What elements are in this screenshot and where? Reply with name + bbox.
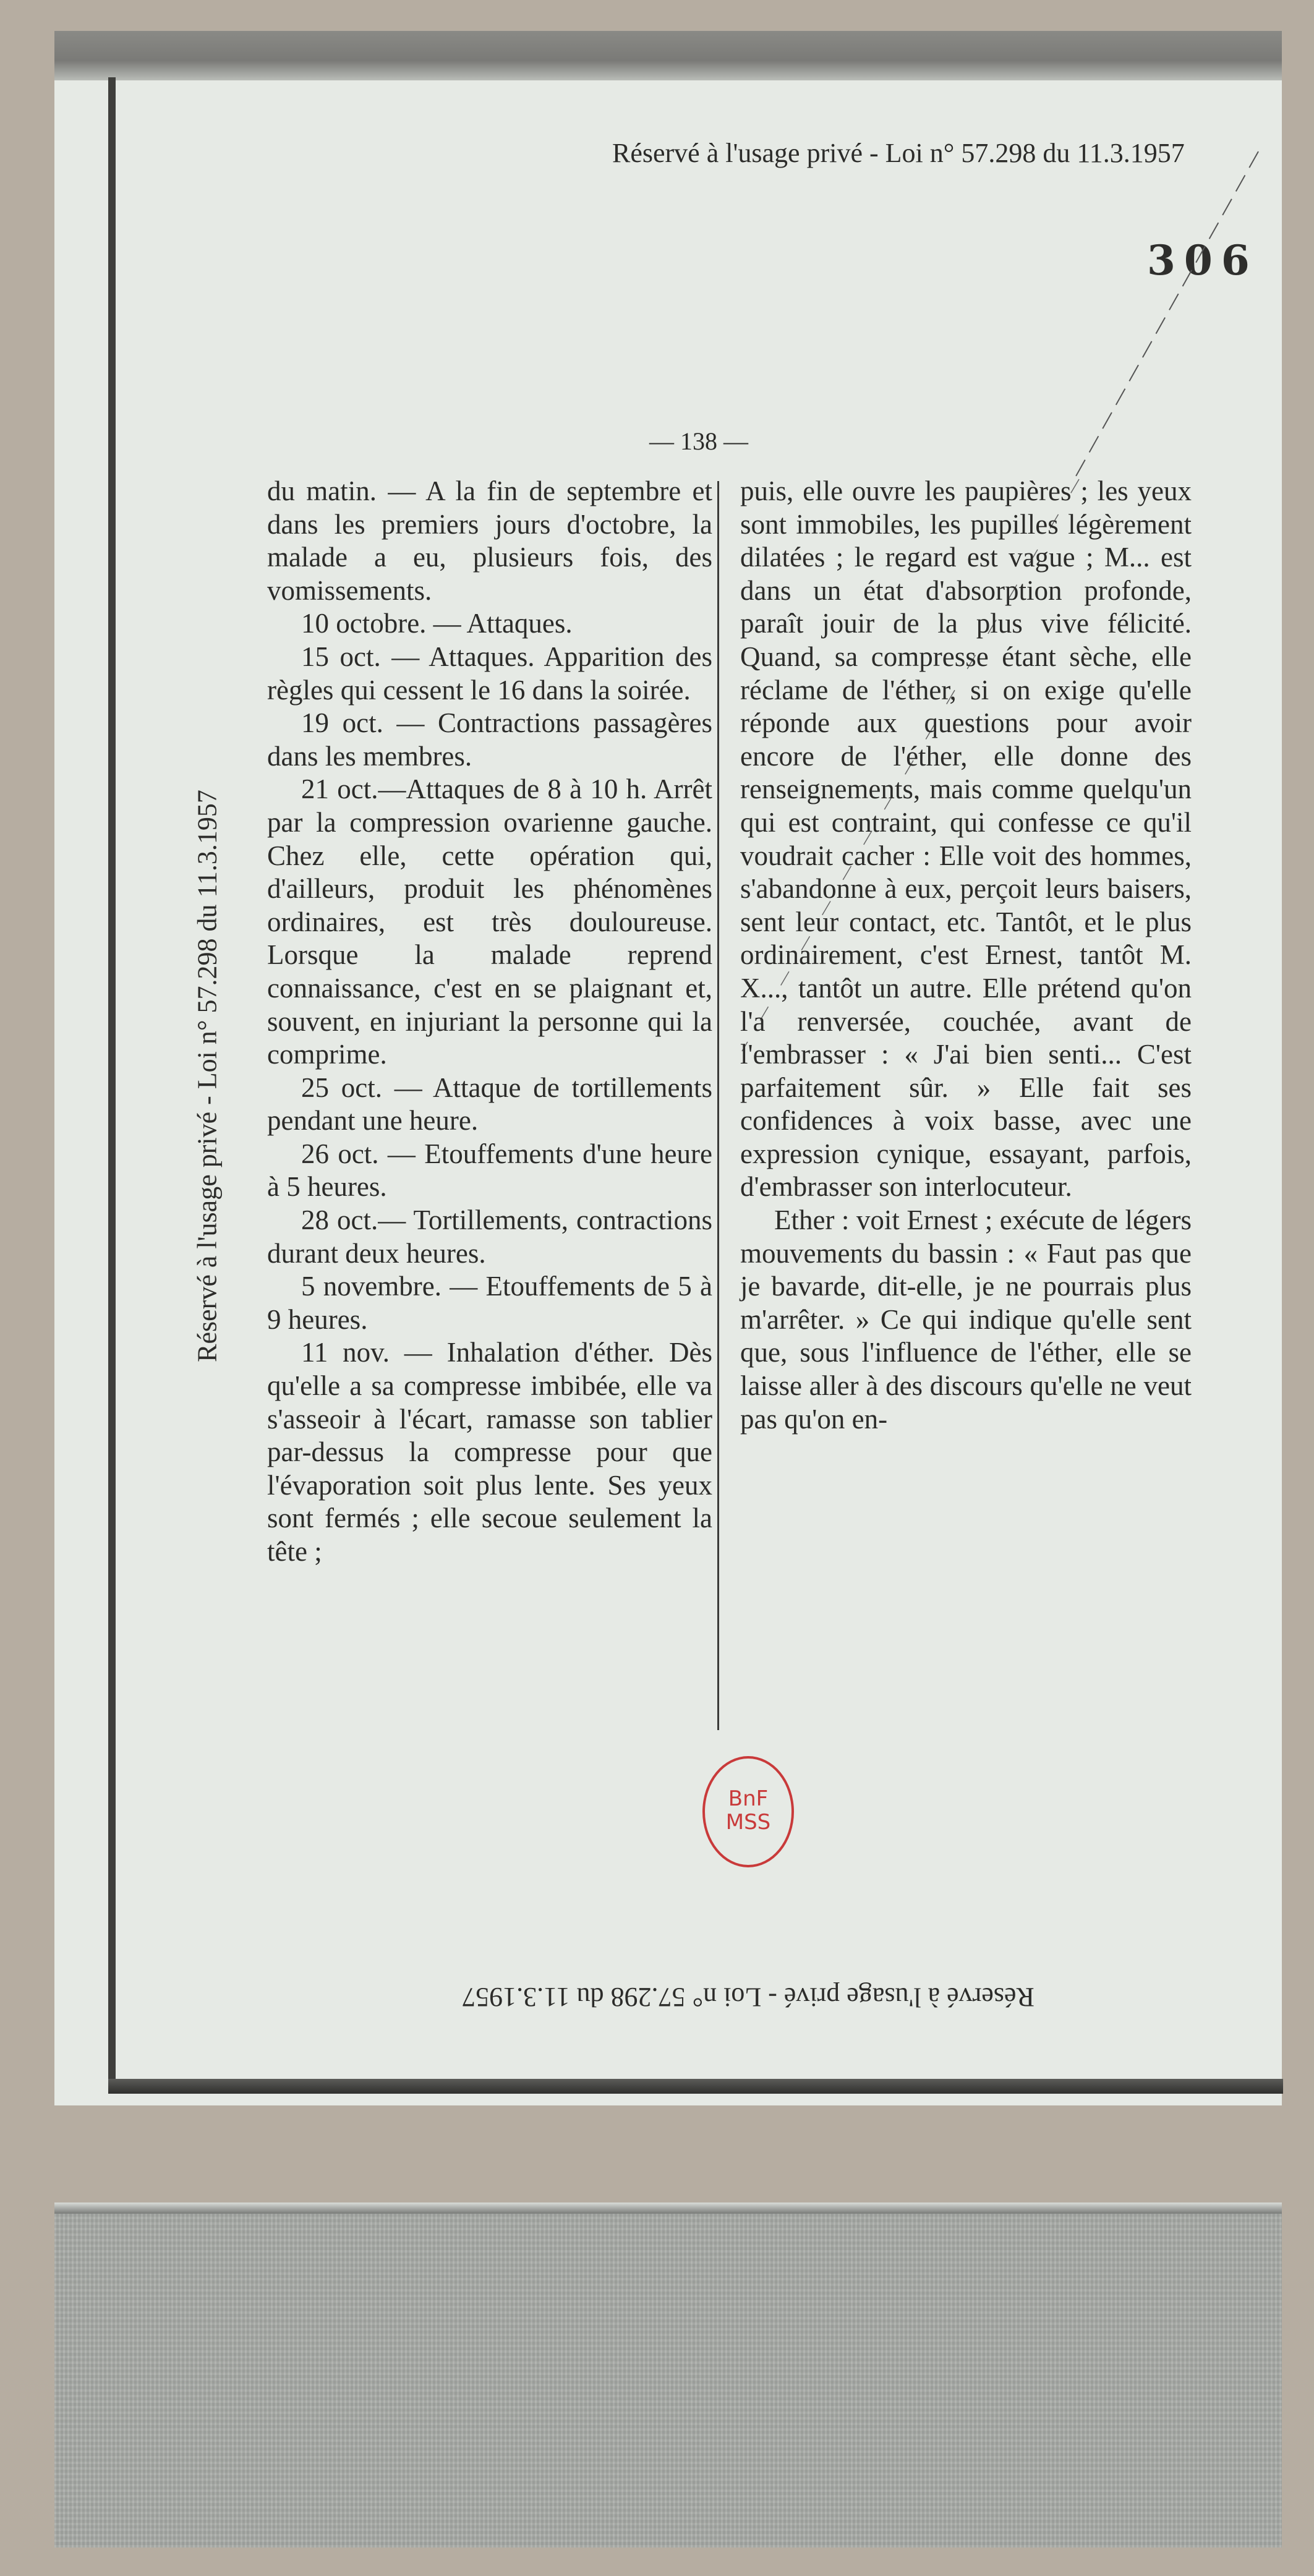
text-column-left <box>267 475 712 1569</box>
watermark-bottom: Réservé à l'usage privé - Loi n° 57.298 du 11.3.1957 <box>462 1982 1035 2013</box>
paragraph: 26 oct. — Etouffements d'une heure à 5 heures. <box>267 1138 712 1203</box>
stamp-line-2: MSS <box>725 1810 771 1835</box>
paragraph: 10 octobre. — Attaques. <box>301 608 573 639</box>
paragraph: 11 nov. — Inhalation d'éther. Dès qu'elle a sa compresse imbibée, elle va s'asseoir à l'écart, ramasse son tablier par-dessus la compresse pour que l'évaporation soit plus lente. Ses yeux sont fermés ; elle secoue seulement la tête ; <box>267 1337 712 1567</box>
bnf-mss-stamp <box>702 1756 794 1867</box>
paragraph: du matin. — A la fin de septembre et dans les premiers jours d'octobre, la malade a eu, plusieurs fois, des vomissements. <box>267 476 712 606</box>
text-column-right <box>740 475 1192 1436</box>
stamp-line-1: BnF <box>728 1786 769 1811</box>
page-number: — 138 — <box>649 427 748 455</box>
paragraph: 15 oct. — Attaques. Apparition des règles qui cessent le 16 dans la soirée. <box>267 641 712 706</box>
paragraph: 19 oct. — Contractions passagères dans les membres. <box>267 707 712 772</box>
paragraph: 5 novembre. — Etouffements de 5 à 9 heures. <box>267 1271 712 1335</box>
paragraph: Ether : voit Ernest ; exécute de légers mouvements du bassin : « Faut pas que je bavarde, dit-elle, je ne pourrais plus m'arrêter. » Ce qui indique qu'elle sent que, sous l'influence de l'éther, elle se laisse aller à des discours qu'elle ne veut pas qu'on en- <box>740 1205 1192 1435</box>
watermark-left: Réservé à l'usage privé - Loi n° 57.298 du 11.3.1957 <box>192 790 223 1362</box>
paragraph: 21 oct.—Attaques de 8 à 10 h. Arrêt par la compression ovarienne gauche. Chez elle, cette opération qui, d'ailleurs, produit les phénomènes ordinaires, est très douloureuse. Lorsque la malade reprend connaissance, c'est en se plaignant et, souvent, en injuriant la personne qui la comprime. <box>267 774 712 1070</box>
watermark-top: Réservé à l'usage privé - Loi n° 57.298 du 11.3.1957 <box>612 138 1185 168</box>
column-divider <box>717 481 719 1730</box>
paragraph: puis, elle ouvre les paupières ; les yeux sont immobiles, les pupilles légèrement dilatées ; le regard est vague ; M... est dans un état d'absorption profonde, paraît jouir de la plus vive félicité. Quand, sa compresse étant sèche, elle réclame de l'éther, si on exige qu'elle réponde aux questions pour avoir encore de l'éther, elle donne des renseignements, mais comme quelqu'un qui est contraint, qui confesse ce qu'il voudrait cacher : Elle voit des hommes, s'abandonne à eux, perçoit leurs baisers, sent leur contact, etc. Tantôt, et le plus ordinairement, c'est Ernest, tantôt M. X..., tantôt un autre. Elle prétend qu'on l'a renversée, couchée, avant de l'embrasser : « J'ai bien senti... C'est parfaitement sûr. » Elle fait ses confidences à voix basse, avec une expression cynique, essayant, parfois, d'embrasser son interlocuteur. <box>740 476 1192 1203</box>
folio-number: 306 <box>1147 236 1258 284</box>
paragraph: 25 oct. — Attaque de tortillements pendant une heure. <box>267 1072 712 1137</box>
paragraph: 28 oct.— Tortillements, contractions durant deux heures. <box>267 1205 712 1269</box>
